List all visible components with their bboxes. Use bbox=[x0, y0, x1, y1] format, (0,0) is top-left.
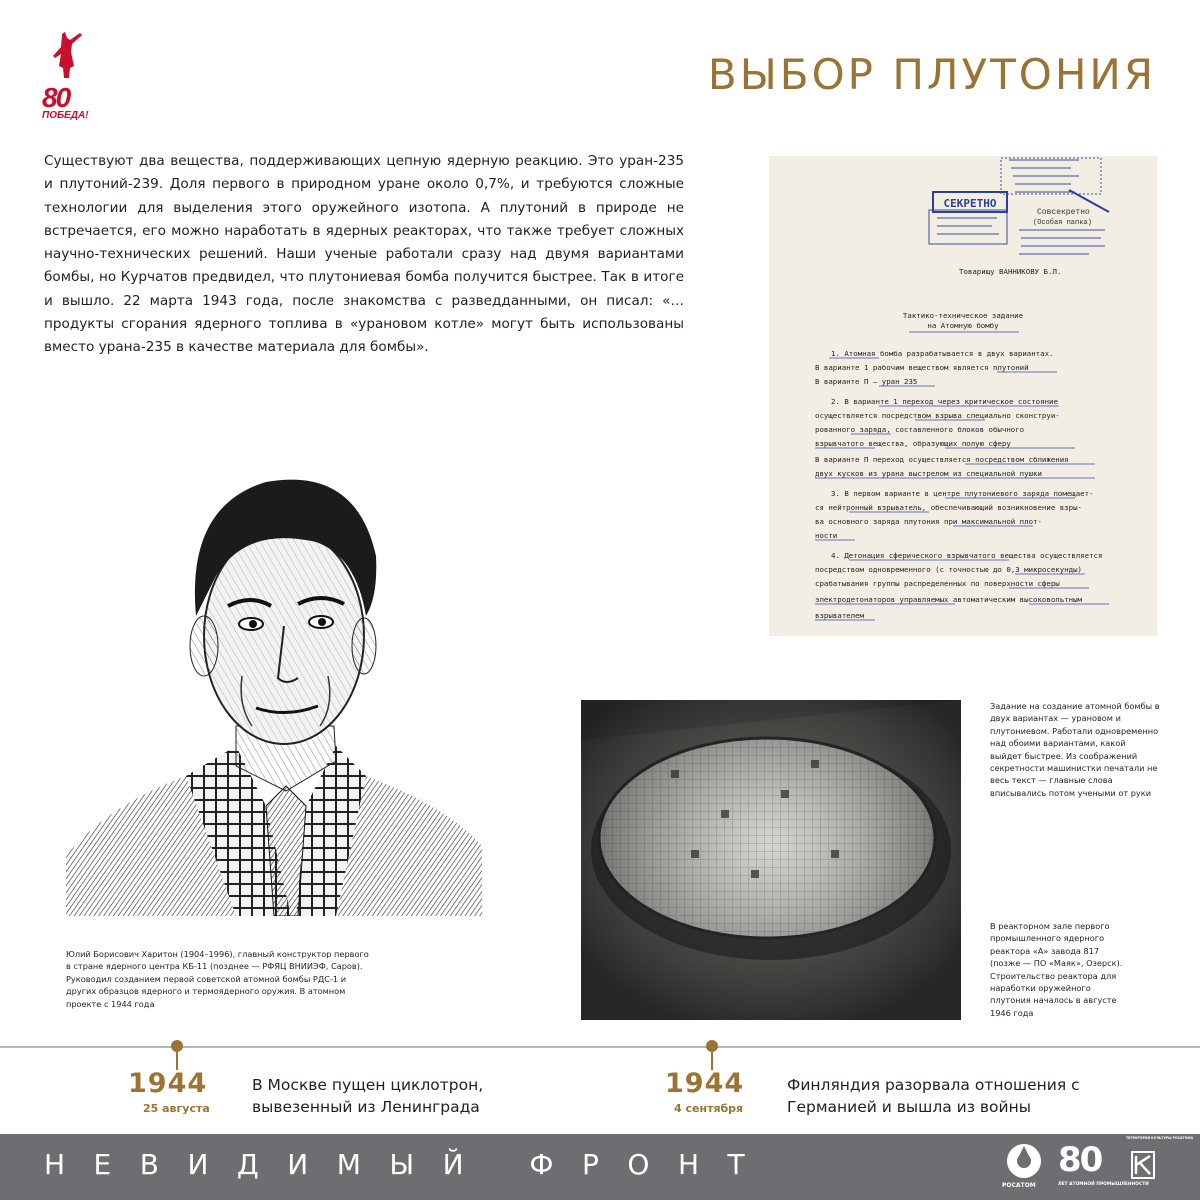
document-line: взрывчатого вещества, образующих полую сферу bbox=[815, 439, 1011, 448]
rosatom-icon bbox=[996, 1142, 1052, 1180]
document-line: рованного заряда, составленного блоков обычного bbox=[815, 425, 1025, 434]
document-line: 4. Детонация сферического взрывчатого вещества осуществляется bbox=[831, 551, 1103, 560]
page-title: ВЫБОР ПЛУТОНИЯ bbox=[707, 50, 1156, 99]
reactor-caption: В реакторном зале первого промышленного ядерного реактора «А» завода 817 (позже — ПО «Маяк», Озерск). Строительство реактора для наработки оружейного плутония началось в августе 1946 года bbox=[990, 921, 1123, 1018]
timeline-event-text: В Москве пущен циклотрон, вывезенный из Ленинграда bbox=[252, 1076, 484, 1116]
document-line: ности bbox=[815, 531, 838, 540]
logo-word: ПОБЕДА! bbox=[42, 110, 89, 121]
timeline-year: 1944 bbox=[128, 1068, 208, 1099]
timeline-marker bbox=[171, 1040, 183, 1052]
svg-text:(Особая папка): (Особая папка) bbox=[1033, 219, 1092, 227]
intro-paragraph: Существуют два вещества, поддерживающих цепную ядерную реакцию. Это уран-235 и плутоний-239. Доля первого в природном уране около 0,7%, и требуются сложные технологии для выделения этого оружейного изотопа. А плутоний в природе не встречается, его можно наработать в ядерных реакторах, что также требует сложных научно-технических решений. Наши ученые работали сразу над двумя вариантами бомбы, но Курчатов предвидел, что плутониевая бомба получится быстрее. Так в итоге и вышло. 22 марта 1943 года, после знакомства с разведданными, он писал: «…продукты сгорания ядерного топлива в «урановом котле» могут быть использованы вместо урана-235 в качестве материала для бомбы». bbox=[44, 153, 684, 356]
document-line: посредством одновременного (с точностью до 0,3 микросекунды) bbox=[815, 565, 1082, 574]
timeline-date: 4 сентября bbox=[674, 1102, 744, 1115]
document-line: взрывателем bbox=[815, 611, 864, 620]
footer-bar bbox=[0, 1134, 1200, 1200]
document-heading-2: на Атомную бомбу bbox=[927, 321, 999, 330]
khariton-portrait bbox=[66, 446, 482, 916]
khariton-caption: Юлий Борисович Харитон (1904–1996), главный конструктор первого в стране ядерного центра КБ-11 (позднее — РФЯЦ ВНИИЭФ, Саров). Руководил созданием первой советской атомной бомбы РДС-1 и других образцов ядерного и термоядерного оружия. В атомном проекте с 1944 года bbox=[66, 949, 369, 1009]
svg-text:Совсекретно: Совсекретно bbox=[1037, 208, 1090, 217]
stamp-secret-text: СЕКРЕТНО bbox=[943, 197, 997, 210]
culture-label: ТЕРРИТОРИЯ КУЛЬТУРЫ РОСАТОМА bbox=[1126, 1136, 1194, 1140]
document-line: срабатывания группы распределенных по поверхности сферы bbox=[815, 579, 1060, 588]
technical-assignment-document bbox=[769, 156, 1157, 636]
logo-number: 80 bbox=[42, 82, 70, 113]
culture-icon bbox=[1130, 1150, 1156, 1180]
years-number: 80 bbox=[1058, 1140, 1102, 1180]
timeline-marker bbox=[706, 1040, 718, 1052]
document-line: двух кусков из урана выстрелом из специальной пушки bbox=[815, 469, 1042, 478]
document-line: ся нейтронный взрыватель, обеспечивающий возникновение взры- bbox=[815, 503, 1082, 512]
timeline-date: 25 августа bbox=[143, 1102, 210, 1115]
document-line: 3. В первом варианте в центре плутониевого заряда помещает- bbox=[831, 489, 1094, 498]
rosatom-label: РОСАТОМ bbox=[1002, 1182, 1036, 1189]
document-line: 1. Атомная бомба разрабатывается в двух вариантах. bbox=[831, 349, 1054, 358]
document-line: осуществляется посредством взрыва специально сконструи- bbox=[815, 411, 1060, 420]
footer-title: НЕВИДИМЫЙ ФРОНТ bbox=[44, 1148, 774, 1181]
document-line: В варианте 1 рабочим веществом является плутоний bbox=[815, 363, 1029, 372]
reactor-hall-photo bbox=[581, 700, 961, 1020]
document-line: В варианте П — уран 235 bbox=[815, 377, 918, 386]
document-line: В варианте П переход осуществляется посредством сближения bbox=[815, 455, 1069, 464]
document-caption: Задание на создание атомной бомбы в двух вариантах — урановом и плутониевом. Работали одновременно над обоими вариантами, какой выйдет быстрее. Из соображений секретности машинистки печатали не весь текст — главные слова вписывались потом учеными от руки bbox=[990, 701, 1160, 798]
document-line: электродетонаторов управляемых автоматическим высоковольтным bbox=[815, 595, 1082, 604]
timeline-year: 1944 bbox=[665, 1068, 745, 1099]
addressee: Товарищу ВАННИКОВУ Б.Л. bbox=[959, 267, 1062, 276]
document-line: ва основного заряда плутония при максимальной плот- bbox=[815, 517, 1042, 526]
victory-80-logo bbox=[40, 30, 92, 122]
document-line: 2. В варианте 1 переход через критическое состояние bbox=[831, 397, 1058, 406]
timeline-event-text: Финляндия разорвала отношения с Германией и вышла из войны bbox=[787, 1076, 1080, 1116]
rosatom-logo bbox=[996, 1142, 1052, 1192]
document-heading-1: Тактико-техническое задание bbox=[902, 311, 1024, 320]
years-80-logo bbox=[1058, 1140, 1149, 1192]
culture-territory-logo bbox=[1126, 1136, 1194, 1192]
years-label: ЛЕТ АТОМНОЙ ПРОМЫШЛЕННОСТИ bbox=[1058, 1182, 1149, 1187]
